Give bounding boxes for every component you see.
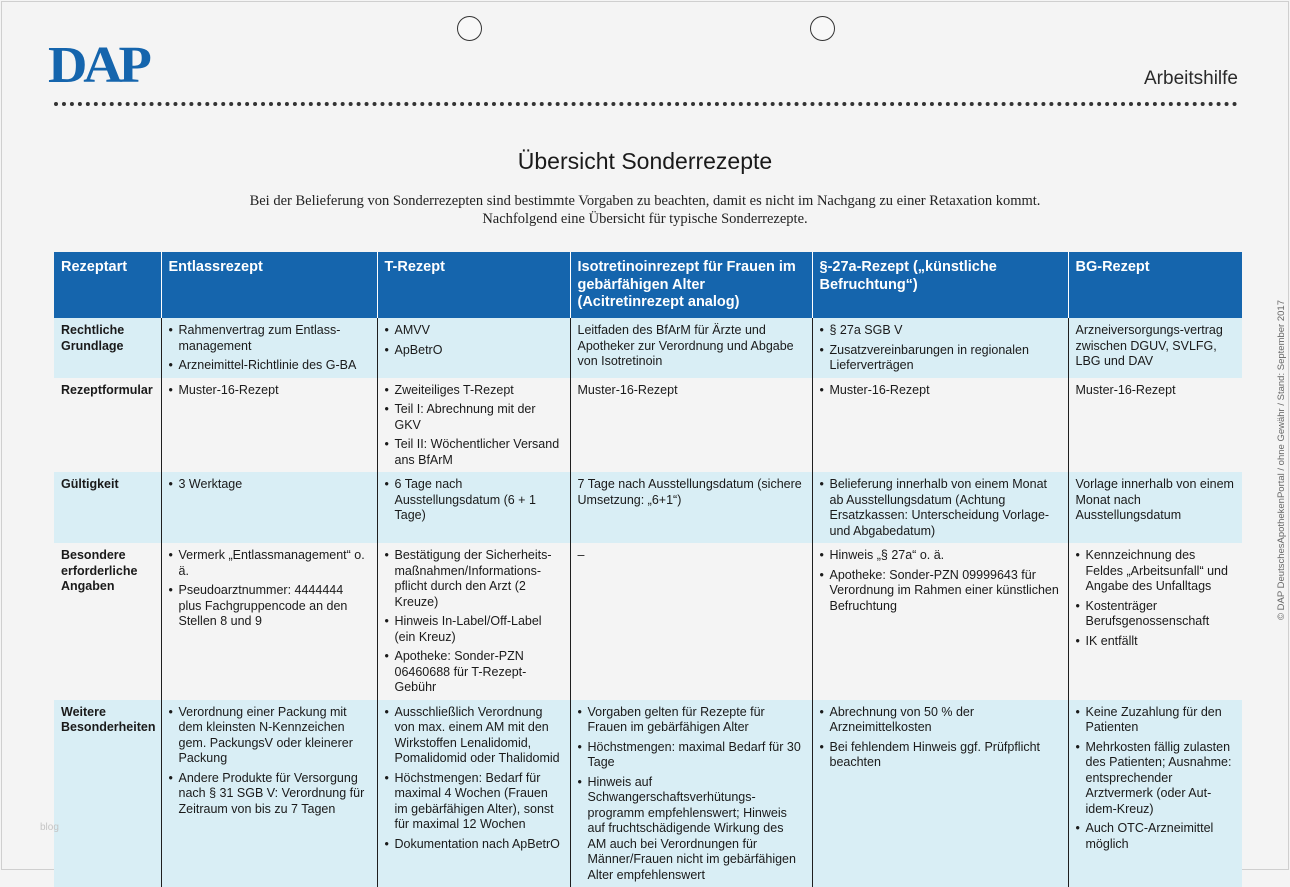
column-header: §-27a-Rezept („künstliche Befruchtung“) xyxy=(812,252,1068,318)
document-page xyxy=(1,1,1289,870)
table-cell xyxy=(161,472,377,543)
bullet-item: • Rahmenvertrag zum Entlass-management xyxy=(169,323,370,354)
table-cell xyxy=(377,318,570,378)
bullet-list xyxy=(169,705,370,818)
bullet-item: • Hinweis In-Label/Off-Label (ein Kreuz) xyxy=(385,614,563,645)
bullet-item: • Belieferung innerhalb von einem Monat ab Ausstellungsdatum (Achtung Ersatzkassen: Unterscheidung Vorlage- und Abgabedatum) xyxy=(820,477,1061,539)
bullet-item: • Muster-16-Rezept xyxy=(820,383,1061,399)
bullet-list xyxy=(169,383,370,399)
bullet-list xyxy=(820,705,1061,771)
bullet-item: • Bei fehlendem Hinweis ggf. Prüfpflicht beachten xyxy=(820,740,1061,771)
dap-logo: DAP xyxy=(48,40,148,92)
table-cell xyxy=(1068,318,1242,378)
bullet-item: • Vorgaben gelten für Rezepte für Frauen im gebärfähigen Alter xyxy=(578,705,805,736)
intro-line-1: Bei der Belieferung von Sonderrezepten sind bestimmte Vorgaben zu beachten, damit es nicht im Nachgang zu einer Retaxation kommt. xyxy=(2,192,1288,210)
bullet-item: • 6 Tage nach Ausstellungsdatum (6 + 1 Tage) xyxy=(385,477,563,524)
column-header: Isotretinoinrezept für Frauen im gebärfähigen Alter (Acitretinrezept analog) xyxy=(570,252,812,318)
cell-text: – xyxy=(578,548,805,564)
bullet-list xyxy=(385,548,563,696)
table-cell xyxy=(812,318,1068,378)
table-cell xyxy=(1068,543,1242,700)
bullet-item: • Höchstmengen: Bedarf für maximal 4 Wochen (Frauen im gebärfähigen Alter), sonst für maximal 12 Wochen xyxy=(385,771,563,833)
table-row xyxy=(54,318,1242,378)
table-row xyxy=(54,378,1242,473)
table-cell xyxy=(1068,472,1242,543)
bullet-item: • Höchstmengen: maximal Bedarf für 30 Tage xyxy=(578,740,805,771)
bullet-item: • AMVV xyxy=(385,323,563,339)
bullet-item: • Pseudoarztnummer: 4444444 plus Fachgruppencode an den Stellen 8 und 9 xyxy=(169,583,370,630)
bullet-item: • Arzneimittel-Richtlinie des G-BA xyxy=(169,358,370,374)
document-type: Arbeitshilfe xyxy=(1144,68,1238,90)
table-cell xyxy=(161,543,377,700)
table-cell xyxy=(570,700,812,887)
table-cell xyxy=(570,378,812,473)
intro-text xyxy=(2,192,1288,228)
table-cell xyxy=(1068,378,1242,473)
bullet-item: • ApBetrO xyxy=(385,343,563,359)
bullet-list xyxy=(820,548,1061,614)
column-header: T-Rezept xyxy=(377,252,570,318)
bullet-item: • Dokumentation nach ApBetrO xyxy=(385,837,563,853)
cell-text: Vorlage innerhalb von einem Monat nach Ausstellungsdatum xyxy=(1076,477,1236,524)
bullet-list xyxy=(820,477,1061,539)
bullet-item: • Auch OTC-Arzneimittel möglich xyxy=(1076,821,1236,852)
bullet-item: • § 27a SGB V xyxy=(820,323,1061,339)
cell-text: Muster-16-Rezept xyxy=(1076,383,1236,399)
row-label: Weitere Besonderheiten xyxy=(54,700,161,887)
table-row xyxy=(54,472,1242,543)
table-cell xyxy=(570,543,812,700)
table-cell xyxy=(1068,700,1242,887)
bullet-item: • Apotheke: Sonder-PZN 06460688 für T-Rezept-Gebühr xyxy=(385,649,563,696)
bullet-item: • Hinweis „§ 27a“ o. ä. xyxy=(820,548,1061,564)
bullet-list xyxy=(385,477,563,524)
bullet-list xyxy=(1076,548,1236,649)
cell-text: Arzneiversorgungs-vertrag zwischen DGUV, SVLFG, LBG und DAV xyxy=(1076,323,1236,370)
intro-line-2: Nachfolgend eine Übersicht für typische Sonderrezepte. xyxy=(2,210,1288,228)
bullet-item: • Vermerk „Entlassmanagement“ o. ä. xyxy=(169,548,370,579)
sonderrezepte-table xyxy=(54,252,1242,887)
table-cell xyxy=(161,378,377,473)
cell-text: Muster-16-Rezept xyxy=(578,383,805,399)
bullet-item: • Kostenträger Berufsgenossenschaft xyxy=(1076,599,1236,630)
page-title: Übersicht Sonderrezepte xyxy=(2,148,1288,175)
punch-hole-right xyxy=(810,16,835,41)
bullet-list xyxy=(1076,705,1236,853)
bullet-item: • Zusatzvereinbarungen in regionalen Lieferverträgen xyxy=(820,343,1061,374)
copyright-note: © DAP DeutschesApothekenPortal / ohne Gewähr / Stand: September 2017 xyxy=(1276,300,1287,620)
row-label: Rechtliche Grundlage xyxy=(54,318,161,378)
bullet-list xyxy=(820,383,1061,399)
punch-hole-left xyxy=(457,16,482,41)
table-body xyxy=(54,318,1242,887)
table-cell xyxy=(161,700,377,887)
bullet-item: • Kennzeichnung des Feldes „Arbeitsunfall“ und Angabe des Unfalltags xyxy=(1076,548,1236,595)
bullet-item: • Teil I: Abrechnung mit der GKV xyxy=(385,402,563,433)
table-header-row xyxy=(54,252,1242,318)
bullet-item: • Apotheke: Sonder-PZN 09999643 für Verordnung im Rahmen einer künstlichen Befruchtung xyxy=(820,568,1061,615)
bullet-item: • Verordnung einer Packung mit dem kleinsten N-Kennzeichen gem. PackungsV oder kleinerer Packung xyxy=(169,705,370,767)
bullet-item: • Bestätigung der Sicherheits-maßnahmen/Informations-pflicht durch den Arzt (2 Kreuze) xyxy=(385,548,563,610)
table-cell xyxy=(377,700,570,887)
cell-text: Leitfaden des BfArM für Ärzte und Apotheker zur Verordnung und Abgabe von Isotretinoin xyxy=(578,323,805,370)
table-cell xyxy=(812,543,1068,700)
table-row xyxy=(54,700,1242,887)
row-label: Besondere erforderliche Angaben xyxy=(54,543,161,700)
bullet-item: • Hinweis auf Schwangerschaftsverhütungs-programm empfehlenswert; Hinweis auf fruchtschädigende Wirkung des AM auch bei Verordnungen für Männer/Frauen nicht im gebärfähigen Alter empfehlenswert xyxy=(578,775,805,884)
bullet-item: • Abrechnung von 50 % der Arzneimittelkosten xyxy=(820,705,1061,736)
bullet-list xyxy=(169,548,370,630)
table-cell xyxy=(812,700,1068,887)
bullet-item: • Keine Zuzahlung für den Patienten xyxy=(1076,705,1236,736)
bullet-list xyxy=(169,477,370,493)
bullet-item: • Andere Produkte für Versorgung nach § 31 SGB V: Verordnung für Zeitraum von bis zu 7 Tagen xyxy=(169,771,370,818)
table-cell xyxy=(377,378,570,473)
bullet-item: • Ausschließlich Verordnung von max. einem AM mit den Wirkstoffen Lenalidomid, Pomalidomid oder Thalidomid xyxy=(385,705,563,767)
bullet-item: • Teil II: Wöchentlicher Versand ans BfArM xyxy=(385,437,563,468)
table-cell xyxy=(812,378,1068,473)
column-header: Rezeptart xyxy=(54,252,161,318)
bullet-list xyxy=(578,705,805,884)
column-header: BG-Rezept xyxy=(1068,252,1242,318)
cell-text: 7 Tage nach Ausstellungsdatum (sichere Umsetzung: „6+1“) xyxy=(578,477,805,508)
bullet-list xyxy=(820,323,1061,374)
bullet-item: • Muster-16-Rezept xyxy=(169,383,370,399)
bullet-list xyxy=(169,323,370,374)
watermark: blog xyxy=(40,822,59,833)
bullet-item: • Mehrkosten fällig zulasten des Patienten; Ausnahme: entsprechender Arztvermerk (oder Aut-idem-Kreuz) xyxy=(1076,740,1236,818)
row-label: Gültigkeit xyxy=(54,472,161,543)
bullet-list xyxy=(385,323,563,358)
row-label: Rezeptformular xyxy=(54,378,161,473)
bullet-item: • IK entfällt xyxy=(1076,634,1236,650)
table-row xyxy=(54,543,1242,700)
bullet-item: • Zweiteiliges T-Rezept xyxy=(385,383,563,399)
table-cell xyxy=(377,543,570,700)
table-cell xyxy=(161,318,377,378)
table-cell xyxy=(812,472,1068,543)
table-cell xyxy=(377,472,570,543)
table-cell xyxy=(570,318,812,378)
table-cell xyxy=(570,472,812,543)
bullet-list xyxy=(385,705,563,853)
column-header: Entlassrezept xyxy=(161,252,377,318)
bullet-list xyxy=(385,383,563,469)
dotted-divider xyxy=(54,102,1238,106)
bullet-item: • 3 Werktage xyxy=(169,477,370,493)
